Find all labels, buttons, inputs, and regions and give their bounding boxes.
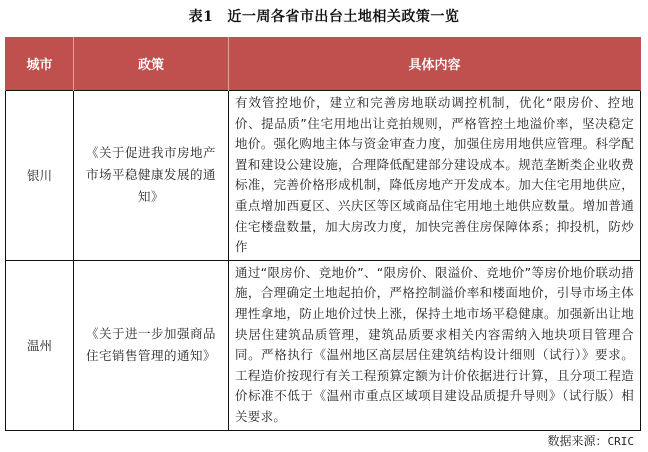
- column-header-city: 城市: [6, 37, 74, 91]
- data-source: [547, 432, 634, 449]
- policy-cell: 《关于进一步加强商品住宅销售管理的通知》: [74, 260, 229, 430]
- table-title: [0, 6, 648, 26]
- table-row: [6, 91, 641, 261]
- policy-table: [5, 37, 641, 431]
- column-header-policy: 政策: [74, 37, 229, 91]
- city-cell: 温州: [6, 260, 74, 430]
- content-cell: 通过“限房价、竞地价”、“限房价、限溢价、竞地价”等房价地价联动措施，合理确定土地起拍价，严格控制溢价率和楼面地价，引导市场主体理性拿地，防止地价过快上涨，保持土地市场平稳健康。加强新出让地块居住建筑品质管理，建筑品质要求相关内容需纳入地块项目管理合同。严格执行《温州地区高层居住建筑结构设计细则（试行）》要求。工程造价按现行有关工程预算定额为计价依据进行计算，且分项工程造价标准不低于《温州市重点区域项目建设品质提升导则》（试行版）相关要求。: [229, 260, 641, 430]
- city-cell: 银川: [6, 91, 74, 261]
- table-caption: 近一周各省市出台土地相关政策一览: [227, 9, 460, 25]
- table-header-row: [6, 37, 641, 91]
- column-header-content: 具体内容: [229, 37, 641, 91]
- source-label: 数据来源：: [547, 434, 608, 448]
- table-number: 表1: [188, 9, 214, 25]
- content-cell: 有效管控地价，建立和完善房地联动调控机制，优化“限房价、控地价、提品质”住宅用地出让竞拍规则，严格管控土地溢价率，坚决稳定地价。强化购地主体与资金审查力度，加强住房用地供应管理。科学配置和建设公建设施，合理降低配建部分建设成本。规范垄断类企业收费标准，完善价格形成机制，降低房地产开发成本。加大住宅用地供应，重点增加西夏区、兴庆区等区域商品住宅用地土地供应数量。增加普通住宅楼盘数量，加大房改力度，加快完善住房保障体系；抑投机，防炒作: [229, 91, 641, 261]
- source-value: CRIC: [607, 435, 634, 448]
- policy-cell: 《关于促进我市房地产市场平稳健康发展的通知》: [74, 91, 229, 261]
- table-row: [6, 260, 641, 430]
